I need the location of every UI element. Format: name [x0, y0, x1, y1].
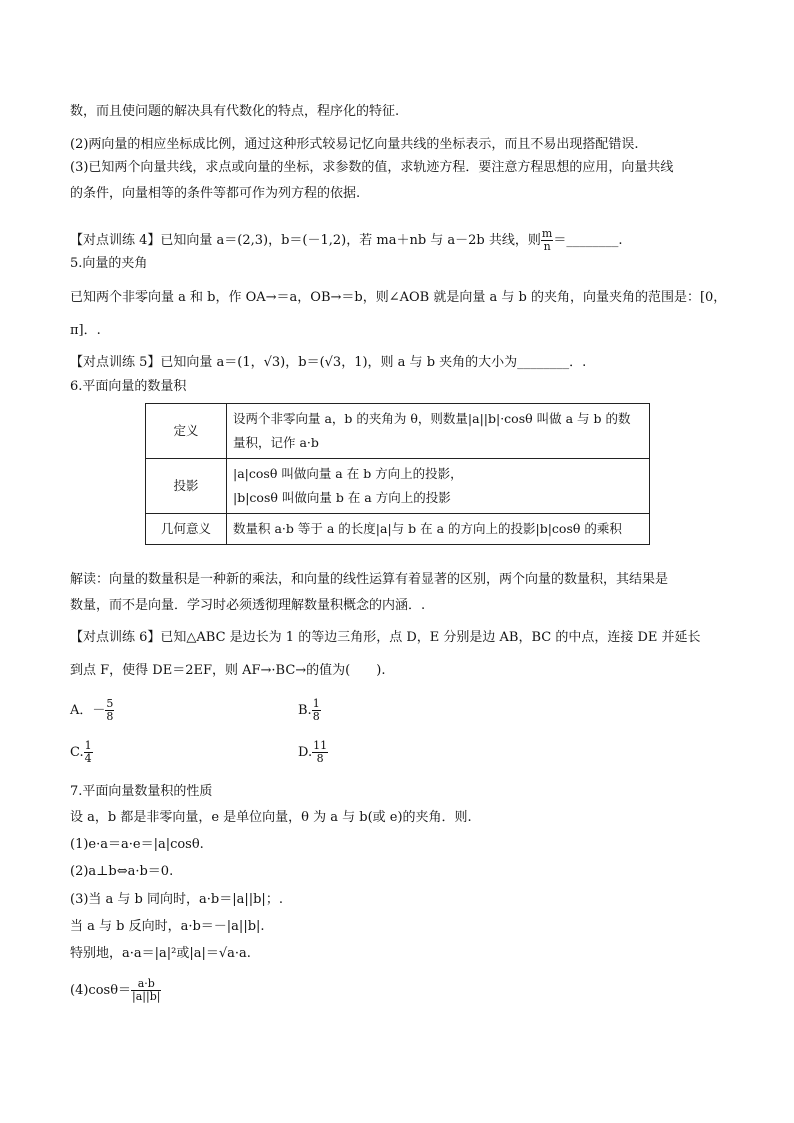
table-head-cell: 定义 [146, 404, 227, 459]
text-line: 数量，而不是向量．学习时必须透彻理解数量积概念的内涵．. [70, 598, 426, 613]
option-b: B. $\frac{1}{8}$ [298, 697, 320, 723]
property-4: (4)cosθ＝ $\frac{a\cdot b}{|a||b|}$ [70, 977, 161, 1003]
text-line: 数，而且使问题的解决具有代数化的特点，程序化的特征. [70, 104, 400, 119]
option-a: A．－ $\frac{5}{8}$ [70, 697, 114, 723]
section-heading: 7.平面向量数量积的性质 [70, 784, 213, 799]
option-d: D. $\frac{11}{8}$ [298, 739, 328, 765]
practice-4 [70, 228, 622, 253]
practice-5: 【对点训练 5】已知向量 a＝(1，√3)，b＝(√3，1)，则 a 与 b 夹角的大小为________．. [70, 355, 587, 370]
table-head-cell: 投影 [146, 459, 227, 514]
table-body-cell: 设两个非零向量 a，b 的夹角为 θ，则数量|a||b|·cosθ 叫做 a 与 b 的数 量积，记作 a·b [227, 404, 650, 459]
practice-4-text: 【对点训练 4】已知向量 a＝(2,3)，b＝(－1,2)，若 ma＋nb 与 a－2b 共线，则 [70, 233, 541, 248]
table-row [146, 514, 650, 545]
text-line: 设 a，b 都是非零向量，e 是单位向量，θ 为 a 与 b(或 e)的夹角．则. [70, 810, 472, 825]
table-row [146, 459, 650, 514]
table-body-cell: |a|cosθ 叫做向量 a 在 b 方向上的投影， |b|cosθ 叫做向量 b 在 a 方向上的投影 [227, 459, 650, 514]
definition-table [145, 403, 650, 545]
text-line: (2)两向量的相应坐标成比例，通过这种形式较易记忆向量共线的坐标表示，而且不易出现搭配错误. [70, 137, 639, 152]
property-3: (3)当 a 与 b 同向时，a·b＝|a||b|；. [70, 892, 283, 907]
fraction-cos: $\frac{a\cdot b}{|a||b|}$ [132, 977, 161, 1003]
text-line: π]．. [70, 323, 101, 338]
text-line: 已知两个非零向量 a 和 b，作 OA→＝a，OB→＝b，则∠AOB 就是向量 a 与 b 的夹角，向量夹角的范围是：[0， [70, 290, 727, 305]
text-line: 到点 F，使得 DE＝2EF，则 AF→·BC→的值为( ). [70, 663, 386, 678]
text-line: (3)已知两个向量共线，求点或向量的坐标，求参数的值，求轨迹方程．要注意方程思想的应用，向量共线 [70, 160, 674, 175]
text-line: 的条件，向量相等的条件等都可作为列方程的依据. [70, 186, 361, 201]
option-c: C. $\frac{1}{4}$ [70, 739, 92, 765]
text-line: 特别地，a·a＝|a|²或|a|＝√a·a. [70, 946, 251, 961]
table-body-cell: 数量积 a·b 等于 a 的长度|a|与 b 在 a 的方向上的投影|b|cosθ 的乘积 [227, 514, 650, 545]
practice-6: 【对点训练 6】已知△ABC 是边长为 1 的等边三角形，点 D，E 分别是边 AB，BC 的中点，连接 DE 并延长 [70, 630, 701, 645]
table-row [146, 404, 650, 459]
answer-blank: ＝________. [553, 233, 623, 248]
text-line: 解读：向量的数量积是一种新的乘法，和向量的线性运算有着显著的区别，两个向量的数量积，其结果是 [70, 572, 669, 587]
property-1: (1)e·a＝a·e＝|a|cosθ. [70, 837, 204, 852]
fraction-m-n: $\frac{m}{n}$ [541, 227, 553, 253]
property-2: (2)a⊥b⇔a·b＝0. [70, 864, 174, 879]
text-line: 当 a 与 b 反向时，a·b＝－|a||b|. [70, 919, 265, 934]
section-heading: 5.向量的夹角 [70, 256, 148, 271]
table-head-cell: 几何意义 [146, 514, 227, 545]
section-heading: 6.平面向量的数量积 [70, 379, 187, 394]
